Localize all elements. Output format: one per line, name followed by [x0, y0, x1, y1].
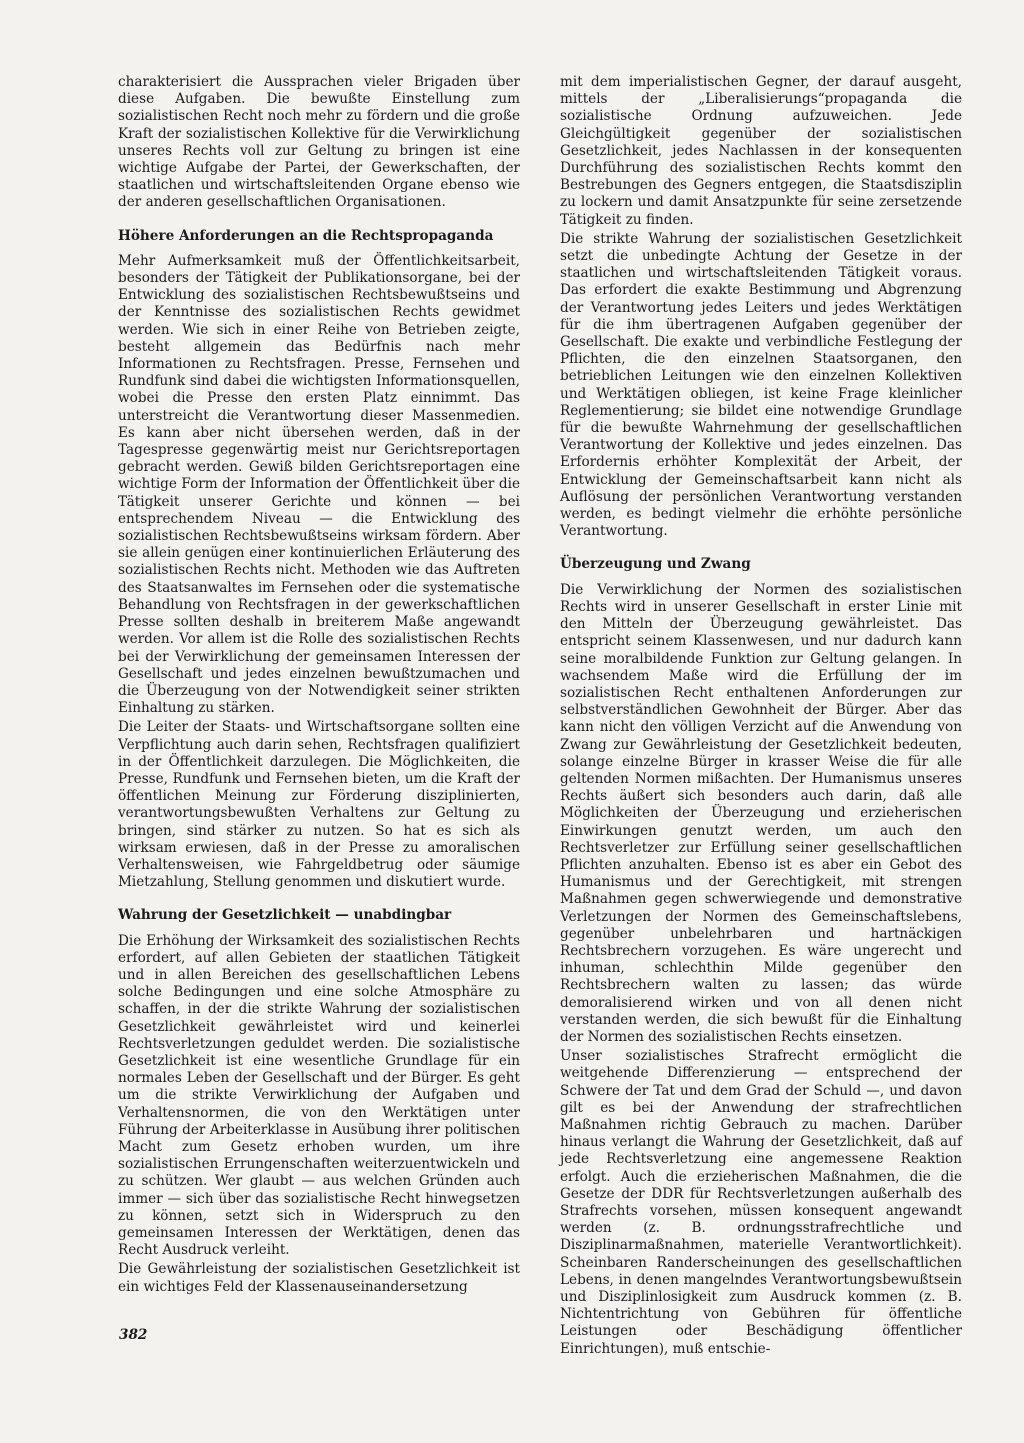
left-column	[118, 74, 520, 1298]
paragraph: Die strikte Wahrung der sozialistischen Gesetzlichkeit setzt die unbedingte Achtung der Gesetze in der staatlichen und wirtschaftsleitenden Tätigkeit voraus. Das erfordert die exakte Bestimmung und Abgrenzung der Verantwortung jedes Leiters und jedes Werktätigen für die ihm übertragenen Aufgaben gegenüber der Gesellschaft. Die exakte und verbindliche Festlegung der Pflichten, die den einzelnen Staatsorganen, den betrieblichen Leitungen wie den einzelnen Kollektiven und Werktätigen obliegen, ist keine Frage kleinlicher Reglementierung; sie bildet eine notwendige Grundlage für die bewußte Wahrnehmung der gesellschaftlichen Verantwortung der Kollektive und jedes einzelnen. Das Erfordernis erhöhter Komplexität der Arbeit, der Entwicklung der Gemeinschaftsarbeit kann nicht als Auflösung der persönlichen Verantwortung verstanden werden, es bedingt vielmehr die erhöhte persönliche Verantwortung.	[560, 230, 962, 540]
paragraph: Unser sozialistisches Strafrecht ermöglicht die weitgehende Differenzierung — entsprechend der Schwere der Tat und dem Grad der Schuld —, und davon gilt es bei der Anwendung der strafrechtlichen Maßnahmen richtig Gebrauch zu machen. Darüber hinaus verlangt die Wahrung der Gesetzlichkeit, daß auf jede Rechtsverletzung eine angemessene Reaktion erfolgt. Auch die erzieherischen Maßnahmen, die die Gesetze der DDR für Rechtsverletzungen außerhalb des Strafrechts vorsehen, müssen konsequent angewandt werden (z. B. ordnungsstrafrechtliche und Disziplinarmaßnahmen, materielle Verantwortlichkeit). Scheinbaren Randerscheinungen des gesellschaftlichen Lebens, in denen mangelndes Verantwortungsbewußtsein und Disziplinlosigkeit zum Ausdruck kommen (z. B. Nichtentrichtung von Gebühren für öffentliche Leistungen oder Beschädigung öffentlicher Einrichtungen), muß entschie-	[560, 1048, 962, 1357]
paragraph: Die Verwirklichung der Normen des sozialistischen Rechts wird in unserer Gesellschaft in erster Linie mit den Mitteln der Überzeugung gewährleistet. Das entspricht seinem Klassenwesen, und nur dadurch kann seine moralbildende Funktion zur Geltung gelangen. In wachsendem Maße wird die Erfüllung der im sozialistischen Recht enthaltenen Anforderungen zur selbstverständlichen Gewohnheit der Bürger. Aber das kann nicht den völligen Verzicht auf die Anwendung von Zwang zur Gewährleistung der Gesetzlichkeit bedeuten, solange einzelne Bürger in krasser Weise die für alle geltenden Normen mißachten. Der Humanismus unseres Rechts äußert sich besonders auch darin, daß alle Möglichkeiten der Überzeugung und erzieherischen Einwirkungen genutzt werden, um auch den Rechtsverletzer zur Erfüllung seiner gesellschaftlichen Pflichten anzuhalten. Ebenso ist es aber ein Gebot des Humanismus und der Gerechtigkeit, mit strengen Maßnahmen gegen schwerwiegende und demonstrative Verletzungen der Normen des Gemeinschaftslebens, gegenüber unbelehrbaren und hartnäckigen Rechtsbrechern vorzugehen. Es wäre ungerecht und inhuman, schlechthin Milde gegenüber den Rechtsbrechern walten zu lassen; das würde demoralisierend wirken und von all denen nicht verstanden werden, die sich bewußt für die Einhaltung der Normen des sozialistischen Rechts einsetzen.	[560, 581, 962, 1045]
paragraph: Die Leiter der Staats- und Wirtschaftsorgane sollten eine Verpflichtung auch darin sehen, Rechtsfragen qualifiziert in der Öffentlichkeit darzulegen. Die Möglichkeiten, die Presse, Rundfunk und Fernsehen bieten, um die Kraft der öffentlichen Meinung zur Förderung disziplinierten, verantwortungsbewußten Verhaltens zur Geltung zu bringen, sind stärker zu nutzen. So hat es sich als wirksam erwiesen, daß in der Presse zu amoralischen Verhaltensweisen, wie Fahrgeldbetrug oder säumige Mietzahlung, Stellung genommen und diskutiert wurde.	[118, 719, 520, 891]
section-heading: Überzeugung und Zwang	[560, 556, 751, 573]
paragraph: charakterisiert die Aussprachen vieler Brigaden über diese Aufgaben. Die bewußte Einstellung zum sozialistischen Recht noch mehr zu fördern und die große Kraft der sozialistischen Kollektive für die Verwirklichung unseres Rechts voll zur Geltung zu bringen ist eine wichtige Aufgabe der Partei, der Gewerkschaften, der staatlichen und wirtschaftsleitenden Organe ebenso wie der anderen gesellschaftlichen Organisationen.	[118, 74, 520, 211]
paragraph: Die Erhöhung der Wirksamkeit des sozialistischen Rechts erfordert, auf allen Gebieten der staatlichen Tätigkeit und in allen Bereichen des gesellschaftlichen Lebens solche Bedingungen und eine solche Atmosphäre zu schaffen, in der die strikte Wahrung der sozialistischen Gesetzlichkeit gewährleistet wird und keinerlei Rechtsverletzungen geduldet werden. Die sozialistische Gesetzlichkeit ist eine wesentliche Grundlage für ein normales Leben der Gesellschaft und der Bürger. Es geht um die strikte Verwirklichung der Aufgaben und Verhaltensnormen, die von den Werktätigen unter Führung der Arbeiterklasse in Ausübung ihrer politischen Macht zum Gesetz erhoben wurden, um ihre sozialistischen Errungenschaften weiterzuentwickeln und zu schützen. Wer glaubt — aus welchen Gründen auch immer — sich über das sozialistische Recht hinwegsetzen zu können, setzt sich in Widerspruch zu den gemeinsamen Interessen der Werktätigen, denen das Recht Ausdruck verleiht.	[118, 932, 520, 1259]
page-number: 382	[119, 1327, 148, 1343]
paragraph: Die Gewährleistung der sozialistischen Gesetzlichkeit ist ein wichtiges Feld der Klassenauseinandersetzung	[118, 1261, 520, 1295]
paragraph: Mehr Aufmerksamkeit muß der Öffentlichkeitsarbeit, besonders der Tätigkeit der Publikationsorgane, bei der Entwicklung des sozialistischen Rechtsbewußtseins und der Kenntnisse des sozialistischen Rechts gewidmet werden. Wie sich in einer Reihe von Betrieben zeigte, besteht allgemein das Bedürfnis nach mehr Informationen zu Rechtsfragen. Presse, Fernsehen und Rundfunk sind dabei die wichtigsten Informationsquellen, wobei die Presse den ersten Platz einnimmt. Das unterstreicht die Verantwortung dieser Massenmedien. Es kann aber nicht übersehen werden, daß in der Tagespresse gegenwärtig meist nur Gerichtsreportagen gebracht werden. Gewiß bilden Gerichtsreportagen eine wichtige Form der Information der Öffentlichkeit über die Tätigkeit unserer Gerichte und können — bei entsprechendem Niveau — die Entwicklung des sozialistischen Rechtsbewußtseins wirksam fördern. Aber sie allein genügen einer kontinuierlichen Erläuterung des sozialistischen Rechts nicht. Methoden wie das Auftreten des Staatsanwaltes im Fernsehen oder die systematische Behandlung von Rechtsfragen in der gewerkschaftlichen Presse sollten deshalb in breiterem Maße angewandt werden. Vor allem ist die Rolle des sozialistischen Rechts bei der Verwirklichung der gemeinsamen Interessen der Gesellschaft und jedes einzelnen bewußtzumachen und die Überzeugung von der Notwendigkeit seiner strikten Einhaltung zu stärken.	[118, 252, 520, 717]
section-heading: Wahrung der Gesetzlichkeit — unabdingbar	[118, 907, 452, 924]
paragraph: mit dem imperialistischen Gegner, der darauf ausgeht, mittels der „Liberalisierungs“propaganda die sozialistische Ordnung aufzuweichen. Jede Gleichgültigkeit gegenüber der sozialistischen Gesetzlichkeit, jedes Nachlassen in der konsequenten Durchführung des sozialistischen Rechts kommt den Bestrebungen des Gegners entgegen, die Staatsdisziplin zu lockern und damit Ansatzpunkte für seine zersetzende Tätigkeit zu finden.	[560, 74, 962, 228]
section-heading: Höhere Anforderungen an die Rechtspropaganda	[118, 227, 494, 244]
right-column	[560, 74, 962, 1360]
